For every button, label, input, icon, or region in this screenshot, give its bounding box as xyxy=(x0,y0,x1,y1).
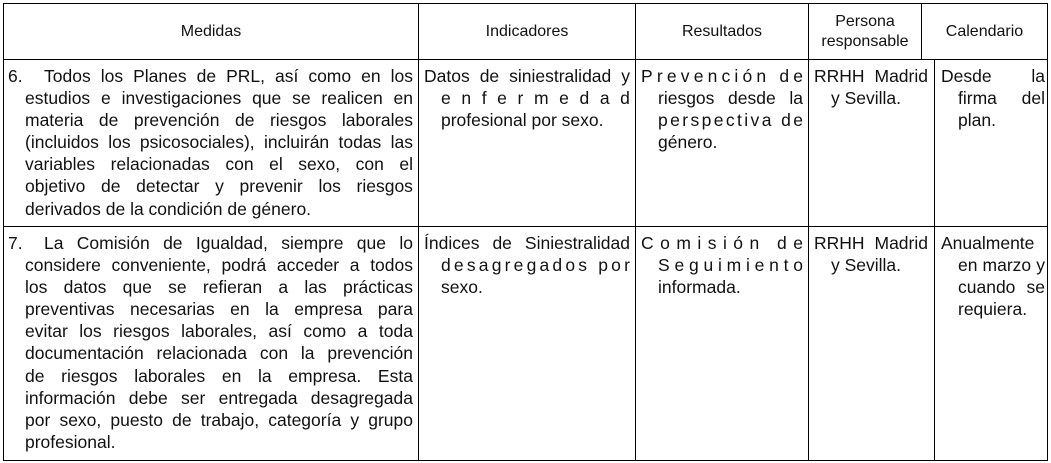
text-fragment: todas xyxy=(338,132,382,153)
text-fragment: e xyxy=(693,66,704,86)
text-fragment: t xyxy=(737,110,742,131)
text-fragment: d xyxy=(441,255,451,276)
text-fragment: detectar xyxy=(136,176,200,197)
text-fragment: P xyxy=(641,66,653,86)
text-fragment: e xyxy=(497,88,507,109)
indicator-line xyxy=(424,87,630,109)
text-fragment: i xyxy=(745,255,750,276)
measure-line xyxy=(8,232,413,254)
text-fragment: p xyxy=(658,110,668,131)
text-fragment: v xyxy=(680,66,690,86)
text-fragment: Madrid xyxy=(874,233,928,253)
text-fragment: se xyxy=(292,88,311,109)
text-fragment: d xyxy=(620,88,630,109)
text-fragment: necesarias xyxy=(130,299,215,320)
text-fragment: Comisión xyxy=(76,233,150,253)
text-fragment: n xyxy=(769,255,779,276)
text-fragment: los xyxy=(100,66,124,86)
text-fragment: a xyxy=(278,277,289,298)
text-fragment: e xyxy=(754,255,765,276)
text-fragment: y xyxy=(215,176,224,197)
indicator-line: sexo. xyxy=(441,277,483,298)
text-fragment: todos xyxy=(370,255,413,276)
text-fragment: lo xyxy=(399,233,413,253)
text-fragment: desde xyxy=(728,88,776,109)
text-fragment: m xyxy=(533,88,549,109)
text-fragment: Desde xyxy=(941,66,992,86)
cell-responsable xyxy=(808,226,935,461)
text-fragment: d xyxy=(552,255,563,276)
text-fragment: laborales, xyxy=(181,321,257,342)
measure-line xyxy=(8,109,413,131)
text-fragment: n xyxy=(756,66,767,86)
text-fragment: c xyxy=(721,66,731,86)
text-fragment: i xyxy=(697,233,702,253)
cell-indicadores xyxy=(418,59,636,227)
text-fragment: m xyxy=(726,255,742,276)
measure-line xyxy=(8,175,413,197)
indicator-line xyxy=(424,232,630,254)
text-fragment: siniestralidad xyxy=(509,66,612,86)
text-fragment: n xyxy=(749,233,760,253)
cell-resultados xyxy=(635,59,809,227)
result-line xyxy=(641,232,803,254)
text-fragment: información xyxy=(25,387,116,408)
text-fragment: acceder xyxy=(276,255,340,276)
text-fragment: con xyxy=(259,343,289,364)
measure-line xyxy=(8,153,413,175)
text-fragment: de xyxy=(235,110,255,131)
text-fragment: la xyxy=(1031,66,1045,86)
result-line: género. xyxy=(658,132,718,153)
text-fragment: documentación xyxy=(25,343,144,364)
text-fragment: en xyxy=(393,88,413,109)
text-fragment: relacionada xyxy=(156,343,248,364)
text-fragment: cuando xyxy=(958,277,1016,298)
text-fragment: i xyxy=(722,233,727,253)
text-fragment: riesgos xyxy=(61,365,118,386)
text-fragment: e xyxy=(674,255,685,276)
text-fragment: d xyxy=(779,66,790,86)
measure-line xyxy=(8,65,413,87)
text-fragment: y xyxy=(1036,255,1045,276)
text-fragment: sexo, xyxy=(59,409,102,430)
text-fragment: siempre xyxy=(281,233,344,253)
text-fragment: de xyxy=(172,409,192,430)
text-fragment: el xyxy=(399,154,413,175)
text-fragment: que xyxy=(252,88,282,109)
text-fragment: en xyxy=(361,66,381,86)
measure-line xyxy=(8,254,413,276)
text-fragment: de xyxy=(196,66,217,86)
text-fragment: a xyxy=(599,88,610,109)
text-fragment: riesgos xyxy=(658,88,715,109)
text-fragment: r xyxy=(504,255,511,276)
text-fragment: Todos xyxy=(44,66,91,86)
text-fragment: de xyxy=(492,233,512,253)
text-fragment: s xyxy=(578,255,587,276)
result-line xyxy=(641,254,803,276)
schedule-line xyxy=(941,254,1045,276)
text-fragment: materia xyxy=(25,110,84,131)
text-fragment: prevenir xyxy=(239,176,303,197)
text-fragment: C xyxy=(641,233,654,253)
item-number: 7. xyxy=(8,233,23,253)
text-fragment: en xyxy=(230,299,250,320)
text-fragment: laborales xyxy=(341,110,413,131)
measure-line xyxy=(8,387,413,409)
header-calendario xyxy=(921,3,1048,60)
text-fragment: puesto xyxy=(110,409,163,430)
text-fragment: que xyxy=(122,277,152,298)
measure-line: profesional. xyxy=(25,431,116,452)
schedule-line xyxy=(941,87,1045,109)
text-fragment: e xyxy=(793,233,803,253)
text-fragment: o xyxy=(611,255,621,276)
text-fragment: así xyxy=(274,66,299,86)
text-fragment: categoría xyxy=(268,409,342,430)
header-label: Calendario xyxy=(945,22,1024,40)
text-fragment: Esta xyxy=(377,365,413,386)
measure-text xyxy=(44,65,413,87)
text-fragment: e xyxy=(513,255,524,276)
text-fragment: e xyxy=(453,255,464,276)
text-fragment: ó xyxy=(733,233,744,253)
text-fragment: en xyxy=(958,255,978,276)
responsible-line: y Sevilla. xyxy=(831,88,902,109)
text-fragment: psicosociales), xyxy=(139,132,255,153)
text-fragment: g xyxy=(491,255,502,276)
text-fragment: de xyxy=(25,365,45,386)
text-fragment xyxy=(766,232,771,254)
text-fragment: a xyxy=(539,255,550,276)
text-fragment: objetivo xyxy=(25,176,86,197)
text-fragment: d xyxy=(579,88,590,109)
text-fragment: e xyxy=(101,88,111,109)
cell-medidas xyxy=(3,226,419,461)
text-fragment: empresa xyxy=(294,299,363,320)
indicator-line: profesional por sexo. xyxy=(441,110,604,131)
text-fragment: f xyxy=(481,88,487,109)
result-line: informada. xyxy=(658,277,741,298)
text-fragment: los xyxy=(25,277,48,298)
text-fragment xyxy=(774,109,779,131)
header-label: Persona xyxy=(835,12,895,30)
measure-line xyxy=(8,298,413,320)
text-fragment: riesgos xyxy=(356,176,413,197)
responsible-line: y Sevilla. xyxy=(831,255,902,276)
text-fragment: y xyxy=(621,66,630,86)
text-fragment: grupo xyxy=(368,409,413,430)
text-fragment: marzo xyxy=(982,255,1032,276)
header-medidas xyxy=(3,3,419,60)
text-fragment: prevención xyxy=(327,343,413,364)
text-fragment: RRHH xyxy=(814,233,865,253)
text-fragment: debe xyxy=(128,387,168,408)
text-fragment: los xyxy=(79,321,102,342)
text-fragment: del xyxy=(1021,88,1045,109)
measure-line xyxy=(8,320,413,342)
measure-line xyxy=(8,87,413,109)
text-fragment: e xyxy=(793,110,803,131)
schedule-line: plan. xyxy=(958,110,996,131)
text-fragment: ó xyxy=(742,66,753,86)
result-line xyxy=(641,87,803,109)
text-fragment: entregada xyxy=(218,387,298,408)
text-fragment: que xyxy=(356,233,386,253)
text-fragment: r xyxy=(517,88,524,109)
text-fragment: ser xyxy=(181,387,206,408)
text-fragment: Madrid xyxy=(874,66,928,86)
text-fragment: con xyxy=(355,154,384,175)
text-fragment: p xyxy=(701,110,712,131)
text-fragment: considere xyxy=(25,255,101,276)
text-fragment: refieran xyxy=(202,277,263,298)
text-fragment: g xyxy=(688,255,699,276)
text-fragment: e xyxy=(670,110,680,131)
text-fragment: los xyxy=(108,132,131,153)
measure-text xyxy=(44,232,413,254)
text-fragment: investigaciones xyxy=(121,88,242,109)
text-fragment: a xyxy=(761,110,772,131)
text-fragment: datos xyxy=(63,277,107,298)
text-fragment: v xyxy=(750,110,760,131)
text-fragment: conveniente, xyxy=(111,255,211,276)
text-fragment: de xyxy=(479,66,500,86)
text-fragment: Planes xyxy=(133,66,187,86)
text-fragment: Datos xyxy=(424,66,470,86)
text-fragment: r xyxy=(656,66,663,86)
text-fragment: por xyxy=(25,409,51,430)
result-line xyxy=(641,109,803,131)
text-fragment: la xyxy=(265,299,279,320)
text-fragment: los xyxy=(390,66,413,86)
text-fragment: s xyxy=(707,233,717,253)
text-fragment: evitar xyxy=(25,321,68,342)
text-fragment: n xyxy=(461,88,472,109)
header-resultados xyxy=(635,3,809,60)
text-fragment: variables xyxy=(25,154,96,175)
text-fragment: a xyxy=(349,255,360,276)
text-fragment: s xyxy=(466,255,476,276)
text-fragment: estudios xyxy=(25,88,91,109)
measure-line xyxy=(8,365,413,387)
text-fragment: riesgos xyxy=(269,110,327,131)
text-fragment: o xyxy=(660,233,670,253)
text-fragment: u xyxy=(703,255,714,276)
text-fragment: los xyxy=(318,176,341,197)
text-fragment: para xyxy=(377,299,413,320)
responsible-line xyxy=(814,65,928,87)
header-label: Indicadores xyxy=(485,22,569,40)
text-fragment: i xyxy=(744,110,749,131)
text-fragment: s xyxy=(690,110,700,131)
text-fragment: el xyxy=(269,154,283,175)
text-fragment: e xyxy=(441,88,451,109)
measure-line xyxy=(8,342,413,364)
text-fragment: Siniestralidad xyxy=(524,233,630,253)
text-fragment: y xyxy=(350,409,360,430)
measure-line xyxy=(8,131,413,153)
cell-calendario xyxy=(934,226,1048,461)
text-fragment: podrá xyxy=(221,255,267,276)
schedule-line xyxy=(941,232,1045,254)
header-indicadores xyxy=(418,3,636,60)
text-fragment: d xyxy=(781,110,791,131)
text-fragment: a xyxy=(357,321,368,342)
text-fragment: sexo, xyxy=(298,154,341,175)
text-fragment: n xyxy=(707,66,718,86)
text-fragment: prácticas xyxy=(342,277,413,298)
text-fragment: la xyxy=(300,343,315,364)
text-fragment: laborales xyxy=(134,365,206,386)
responsible-line xyxy=(814,232,928,254)
text-fragment: e xyxy=(793,66,803,86)
schedule-line xyxy=(941,65,1045,87)
text-fragment: las xyxy=(390,132,413,153)
text-fragment: e xyxy=(713,110,724,131)
text-fragment: preventivas xyxy=(25,299,115,320)
text-fragment xyxy=(770,65,775,87)
text-fragment: o xyxy=(565,255,576,276)
text-fragment: trabajo, xyxy=(200,409,260,430)
text-fragment: PRL, xyxy=(226,66,265,86)
text-fragment: empresa. xyxy=(288,365,362,386)
cell-responsable xyxy=(808,59,935,227)
text-fragment: RRHH xyxy=(814,66,865,86)
measure-line: derivados de la condición de género. xyxy=(25,198,312,219)
text-fragment: como xyxy=(303,321,347,342)
text-fragment: Anualmente xyxy=(941,233,1035,253)
text-fragment: de xyxy=(98,110,119,131)
text-fragment: de xyxy=(101,176,121,197)
text-fragment: r xyxy=(682,110,689,131)
text-fragment: de xyxy=(163,233,183,253)
text-fragment: e xyxy=(666,66,677,86)
cell-medidas xyxy=(3,59,419,227)
text-fragment: La xyxy=(44,233,64,253)
schedule-line xyxy=(941,276,1045,298)
text-fragment: las xyxy=(304,277,327,298)
text-fragment: S xyxy=(658,255,670,276)
text-fragment: en xyxy=(221,365,242,386)
text-fragment: a xyxy=(478,255,489,276)
header-persona-responsable xyxy=(808,3,922,60)
cell-resultados xyxy=(635,226,809,461)
text-fragment xyxy=(590,254,595,276)
text-fragment: realicen xyxy=(321,88,383,109)
text-fragment: i xyxy=(734,66,739,86)
header-label: responsable xyxy=(821,32,909,50)
measure-line xyxy=(8,276,413,298)
text-fragment: d xyxy=(777,233,787,253)
text-fragment: toda xyxy=(378,321,413,342)
text-fragment: Igualdad, xyxy=(195,233,268,253)
text-fragment: desagregada xyxy=(310,387,413,408)
text-fragment: la xyxy=(789,88,803,109)
header-label: Resultados xyxy=(681,22,763,40)
text-fragment: o xyxy=(793,255,803,276)
cell-indicadores xyxy=(418,226,636,461)
text-fragment: con xyxy=(225,154,254,175)
text-fragment: r xyxy=(624,255,630,276)
text-fragment: la xyxy=(258,365,272,386)
text-fragment: i xyxy=(717,255,722,276)
item-number: 6. xyxy=(8,66,23,86)
text-fragment: (incluidos xyxy=(25,132,99,153)
text-fragment: se xyxy=(168,277,187,298)
indicator-line xyxy=(424,65,630,87)
text-fragment: e xyxy=(559,88,569,109)
text-fragment: prevención xyxy=(133,110,220,131)
text-fragment: t xyxy=(783,255,789,276)
text-fragment: firma xyxy=(958,88,997,109)
text-fragment: se xyxy=(1026,277,1045,298)
text-fragment: Índices xyxy=(424,233,480,253)
text-fragment: riesgos xyxy=(113,321,170,342)
result-line xyxy=(641,65,803,87)
cell-calendario xyxy=(934,59,1048,227)
text-fragment: p xyxy=(598,255,608,276)
text-fragment: m xyxy=(676,233,691,253)
text-fragment: c xyxy=(725,110,735,131)
text-fragment: g xyxy=(526,255,537,276)
indicator-line xyxy=(424,254,630,276)
text-fragment: relacionadas xyxy=(110,154,210,175)
measure-line xyxy=(8,409,413,431)
text-fragment: como xyxy=(308,66,352,86)
text-fragment: incluirán xyxy=(263,132,330,153)
text-fragment: así xyxy=(268,321,292,342)
schedule-line: requiera. xyxy=(958,299,1028,320)
header-label: Medidas xyxy=(180,22,242,40)
